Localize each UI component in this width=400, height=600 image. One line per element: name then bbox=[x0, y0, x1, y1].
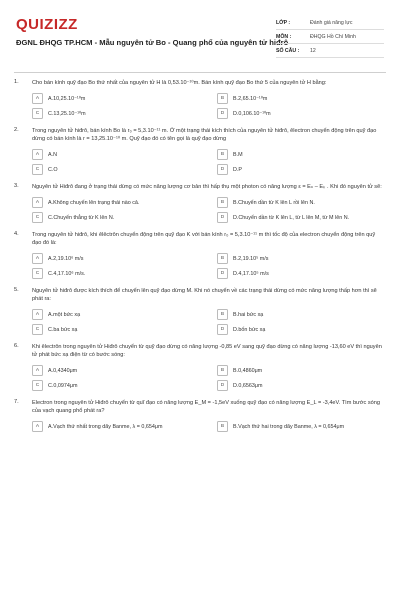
answer-option[interactable] bbox=[32, 324, 201, 335]
meta-value: ĐHQG Hồ Chí Minh bbox=[310, 33, 356, 40]
option-letter-box: C bbox=[32, 108, 43, 119]
option-text: C.O bbox=[48, 166, 58, 173]
option-text: A.10,25.10⁻¹⁰m bbox=[48, 95, 86, 102]
question-item bbox=[14, 79, 386, 119]
answer-option[interactable] bbox=[217, 268, 386, 279]
option-text: A.2,19.10⁶ m/s bbox=[48, 255, 84, 262]
meta-label: LỚP : bbox=[276, 19, 291, 26]
option-letter-box: D bbox=[217, 108, 228, 119]
option-letter-box: B bbox=[217, 93, 228, 104]
answer-option[interactable] bbox=[32, 212, 201, 223]
option-letter-box: D bbox=[217, 212, 228, 223]
worksheet-header bbox=[14, 10, 386, 72]
option-text: D.4,17.10⁵ m/s bbox=[233, 270, 269, 277]
answer-options bbox=[32, 93, 386, 119]
meta-value: 12 bbox=[310, 47, 316, 54]
meta-label: MÔN : bbox=[276, 33, 292, 40]
option-letter-box: B bbox=[217, 365, 228, 376]
question-item bbox=[14, 399, 386, 432]
answer-option[interactable] bbox=[32, 164, 201, 175]
answer-option[interactable] bbox=[32, 197, 201, 208]
question-number: 1. bbox=[14, 79, 19, 85]
meta-row-subject bbox=[276, 30, 384, 44]
option-text: B.hai bức xạ bbox=[233, 311, 264, 318]
question-text: Khi êlectrôn trong nguyên tử Hiđrô chuyển từ quỹ đạo dừng có năng lượng -0,85 eV sang quỹ đạo dừng có năng lượng -13,60 eV thì nguyên tử phát bức xạ điện từ có bước sóng: bbox=[32, 344, 382, 358]
option-letter-box: B bbox=[217, 197, 228, 208]
answer-option[interactable] bbox=[217, 149, 386, 160]
option-text: B.M bbox=[233, 151, 243, 158]
question-number: 4. bbox=[14, 231, 19, 237]
answer-option[interactable] bbox=[32, 309, 201, 320]
option-text: D.Chuyển dần từ K lên L, từ L lên M, từ M lên N. bbox=[233, 214, 350, 221]
option-text: B.Vạch thứ hai trong dãy Banme, λ = 0,654μm bbox=[233, 423, 345, 430]
answer-option[interactable] bbox=[32, 365, 201, 376]
answer-option[interactable] bbox=[217, 309, 386, 320]
question-text: Trong nguyên tử hiđrô, khi êlêctrôn chuyển động trên quỹ đạo K với bán kính r₀ = 5,3.10⁻¹¹ m thì tốc độ của electron chuyển động trên quỹ đạo đó là: bbox=[32, 232, 376, 246]
answer-options bbox=[32, 421, 386, 432]
option-letter-box: A bbox=[32, 309, 43, 320]
question-number: 2. bbox=[14, 127, 19, 133]
question-list bbox=[14, 79, 386, 432]
question-text: Electron trong nguyên tử Hiđrô chuyển từ quĩ đạo có năng lượng E_M = -1,5eV xuống quỹ đạo có năng lượng E_L = -3,4eV. Tìm bước sóng của vạch quang phổ phát ra? bbox=[32, 400, 380, 414]
answer-option[interactable] bbox=[32, 268, 201, 279]
option-letter-box: D bbox=[217, 268, 228, 279]
answer-option[interactable] bbox=[217, 93, 386, 104]
option-letter-box: A bbox=[32, 93, 43, 104]
question-number: 7. bbox=[14, 399, 19, 405]
option-text: D.bốn bức xạ bbox=[233, 326, 266, 333]
option-text: D.0,106.10⁻¹⁰m bbox=[233, 110, 271, 117]
option-text: D.0,6563μm bbox=[233, 382, 263, 389]
option-text: C.0,0974μm bbox=[48, 382, 78, 389]
option-letter-box: C bbox=[32, 268, 43, 279]
question-text: Nguyên tử Hiđrô đang ở trạng thái dừng có mức năng lượng cơ bản thì hấp thụ một photon có năng lượng ε = Eₙ – Eₖ . Khi đó nguyên tử sẽ: bbox=[32, 184, 382, 190]
option-letter-box: A bbox=[32, 149, 43, 160]
meta-table bbox=[276, 16, 384, 58]
answer-options bbox=[32, 149, 386, 175]
question-text: Trong nguyên tử hiđrô, bán kính Bo là r₀ = 5,3.10⁻¹¹ m. Ở một trạng thái kích thích của nguyên tử hiđrô, êlectron chuyển động trên quỹ đạo dừng có bán kính là r = 13,25.10⁻¹⁰ m. Quỹ đạo đó có tên gọi là quỹ đạo dừng bbox=[32, 128, 377, 142]
option-letter-box: D bbox=[217, 164, 228, 175]
quizizz-logo: QUIZIZZ bbox=[16, 16, 78, 33]
question-item bbox=[14, 231, 386, 279]
question-item bbox=[14, 343, 386, 391]
option-letter-box: C bbox=[32, 212, 43, 223]
answer-option[interactable] bbox=[32, 380, 201, 391]
option-text: A.Vạch thứ nhất trong dãy Banme, λ = 0,654μm bbox=[48, 423, 163, 430]
option-text: C.13,25.10⁻¹⁰m bbox=[48, 110, 86, 117]
answer-option[interactable] bbox=[217, 324, 386, 335]
answer-option[interactable] bbox=[32, 108, 201, 119]
answer-option[interactable] bbox=[217, 421, 386, 432]
option-text: C.4,17.10⁶ m/s. bbox=[48, 270, 86, 277]
answer-option[interactable] bbox=[217, 212, 386, 223]
option-text: A.0,4340μm bbox=[48, 367, 78, 374]
answer-options bbox=[32, 309, 386, 335]
document-title: ĐGNL ĐHQG TP.HCM - Mẫu nguyên tử Bo - Quang phổ của nguyên tử hiđrô bbox=[16, 38, 289, 47]
option-text: A.Không chuyển lên trạng thái nào cả. bbox=[48, 199, 140, 206]
question-text: Nguyên tử hiđrô được kích thích để chuyển lên quỹ đạo dừng M. Khi nó chuyển về các trạng thái dừng có mức năng lượng thấp hơn thì sẽ phát ra: bbox=[32, 288, 377, 302]
option-letter-box: B bbox=[217, 253, 228, 264]
question-number: 5. bbox=[14, 287, 19, 293]
question-number: 6. bbox=[14, 343, 19, 349]
option-letter-box: A bbox=[32, 421, 43, 432]
option-text: C.Chuyển thẳng từ K lên N. bbox=[48, 214, 115, 221]
option-letter-box: A bbox=[32, 253, 43, 264]
option-letter-box: A bbox=[32, 365, 43, 376]
answer-option[interactable] bbox=[32, 149, 201, 160]
answer-option[interactable] bbox=[217, 164, 386, 175]
option-letter-box: D bbox=[217, 380, 228, 391]
option-letter-box: A bbox=[32, 197, 43, 208]
question-item bbox=[14, 287, 386, 335]
question-number: 3. bbox=[14, 183, 19, 189]
meta-row-class bbox=[276, 16, 384, 30]
option-letter-box: C bbox=[32, 380, 43, 391]
answer-option[interactable] bbox=[32, 253, 201, 264]
answer-option[interactable] bbox=[217, 380, 386, 391]
meta-label: SỐ CÂU : bbox=[276, 47, 300, 54]
answer-option[interactable] bbox=[32, 93, 201, 104]
answer-options bbox=[32, 197, 386, 223]
option-text: D.P bbox=[233, 166, 242, 173]
answer-option[interactable] bbox=[32, 421, 201, 432]
option-text: B.0,4860μm bbox=[233, 367, 263, 374]
option-text: B.Chuyển dần từ K lên L rồi lên N. bbox=[233, 199, 315, 206]
answer-options bbox=[32, 253, 386, 279]
option-text: C.ba bức xạ bbox=[48, 326, 78, 333]
option-text: B.2,19.10⁵ m/s bbox=[233, 255, 269, 262]
option-letter-box: B bbox=[217, 421, 228, 432]
option-letter-box: D bbox=[217, 324, 228, 335]
meta-row-count bbox=[276, 44, 384, 58]
answer-option[interactable] bbox=[217, 108, 386, 119]
answer-option[interactable] bbox=[217, 197, 386, 208]
question-item bbox=[14, 127, 386, 175]
option-letter-box: C bbox=[32, 164, 43, 175]
question-text: Cho bán kính quỹ đạo Bo thứ nhất của nguyên tử H là 0,53.10⁻¹⁰m. Bán kính quỹ đạo Bo thứ 5 của nguyên tử H bằng: bbox=[32, 80, 327, 86]
answer-option[interactable] bbox=[217, 365, 386, 376]
question-item bbox=[14, 183, 386, 223]
answer-options bbox=[32, 365, 386, 391]
meta-value: Đánh giá năng lực bbox=[310, 19, 353, 26]
option-letter-box: B bbox=[217, 309, 228, 320]
option-text: A.một bức xạ bbox=[48, 311, 81, 318]
option-text: A.N bbox=[48, 151, 57, 158]
answer-option[interactable] bbox=[217, 253, 386, 264]
option-letter-box: B bbox=[217, 149, 228, 160]
header-divider bbox=[14, 72, 386, 73]
option-letter-box: C bbox=[32, 324, 43, 335]
option-text: B.2,65.10⁻¹⁰m bbox=[233, 95, 268, 102]
